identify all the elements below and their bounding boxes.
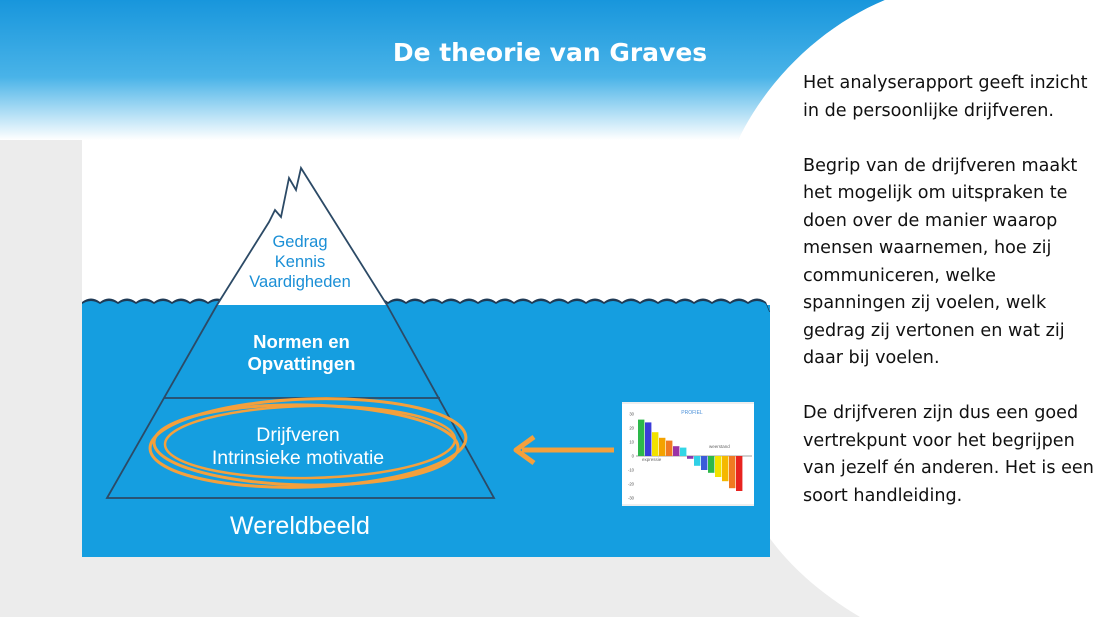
profile-bar	[708, 456, 714, 473]
label-drijfveren: Drijfveren	[256, 424, 340, 446]
label-opvattingen: Opvattingen	[247, 353, 356, 374]
annotation-expressie: expressie	[642, 457, 662, 462]
profile-bar	[645, 422, 651, 456]
profile-bar	[673, 446, 679, 456]
y-tick-label: -30	[627, 495, 634, 501]
label-intrinsieke-motivatie: Intrinsieke motivatie	[211, 447, 385, 469]
y-tick-label: 30	[629, 411, 634, 417]
profile-bar	[638, 420, 644, 456]
y-tick-label: -20	[627, 481, 634, 487]
intro-paragraph: Het analyserapport geeft inzicht in de persoonlijke drijfveren.	[803, 73, 1088, 121]
annotation-weerstand: weerstand	[709, 444, 730, 449]
label-gedrag: Gedrag	[272, 233, 328, 251]
profile-bar	[694, 456, 700, 466]
side-text	[803, 70, 1095, 538]
iceberg-middle-labels	[194, 331, 409, 375]
y-tick-label: 20	[629, 425, 634, 431]
iceberg-diagram	[82, 140, 770, 557]
y-tick-label: -10	[627, 467, 634, 473]
profile-bar	[715, 456, 721, 477]
conclusion-paragraph: De drijfveren zijn dus een goed vertrekpunt voor het begrijpen van jezelf én anderen. Het is een soort handleiding.	[803, 403, 1094, 506]
iceberg-bottom-labels	[167, 424, 429, 470]
label-wereldbeeld: Wereldbeeld	[230, 512, 370, 540]
label-kennis: Kennis	[274, 253, 326, 271]
wave-fill	[82, 301, 770, 314]
profile-bar	[701, 456, 707, 470]
profile-bar	[729, 456, 735, 488]
slide-title: De theorie van Graves	[392, 38, 708, 67]
label-normen: Normen en	[253, 331, 350, 352]
label-vaardigheden: Vaardigheden	[249, 273, 351, 291]
profile-chart	[622, 402, 754, 506]
profile-bar	[666, 441, 672, 456]
profile-bar	[659, 438, 665, 456]
explanation-paragraph: Begrip van de drijfveren maakt het mogelijk om uitspraken te doen over de manier waarop mensen waarnemen, hoe zij communiceren, welke spanningen zij voelen, welk gedrag zij vertonen en wat zij daar bij voelen.	[803, 155, 1078, 368]
profile-bar	[722, 456, 728, 481]
y-tick-label: 0	[631, 453, 634, 459]
profile-bar	[652, 432, 658, 456]
iceberg-top-labels	[214, 232, 386, 292]
profile-chart-svg	[622, 402, 754, 506]
chart-title: PROFIEL	[681, 410, 703, 416]
profile-bar	[736, 456, 742, 491]
y-tick-label: 10	[629, 439, 634, 445]
profile-bar	[680, 448, 686, 456]
profile-bar	[687, 456, 693, 459]
